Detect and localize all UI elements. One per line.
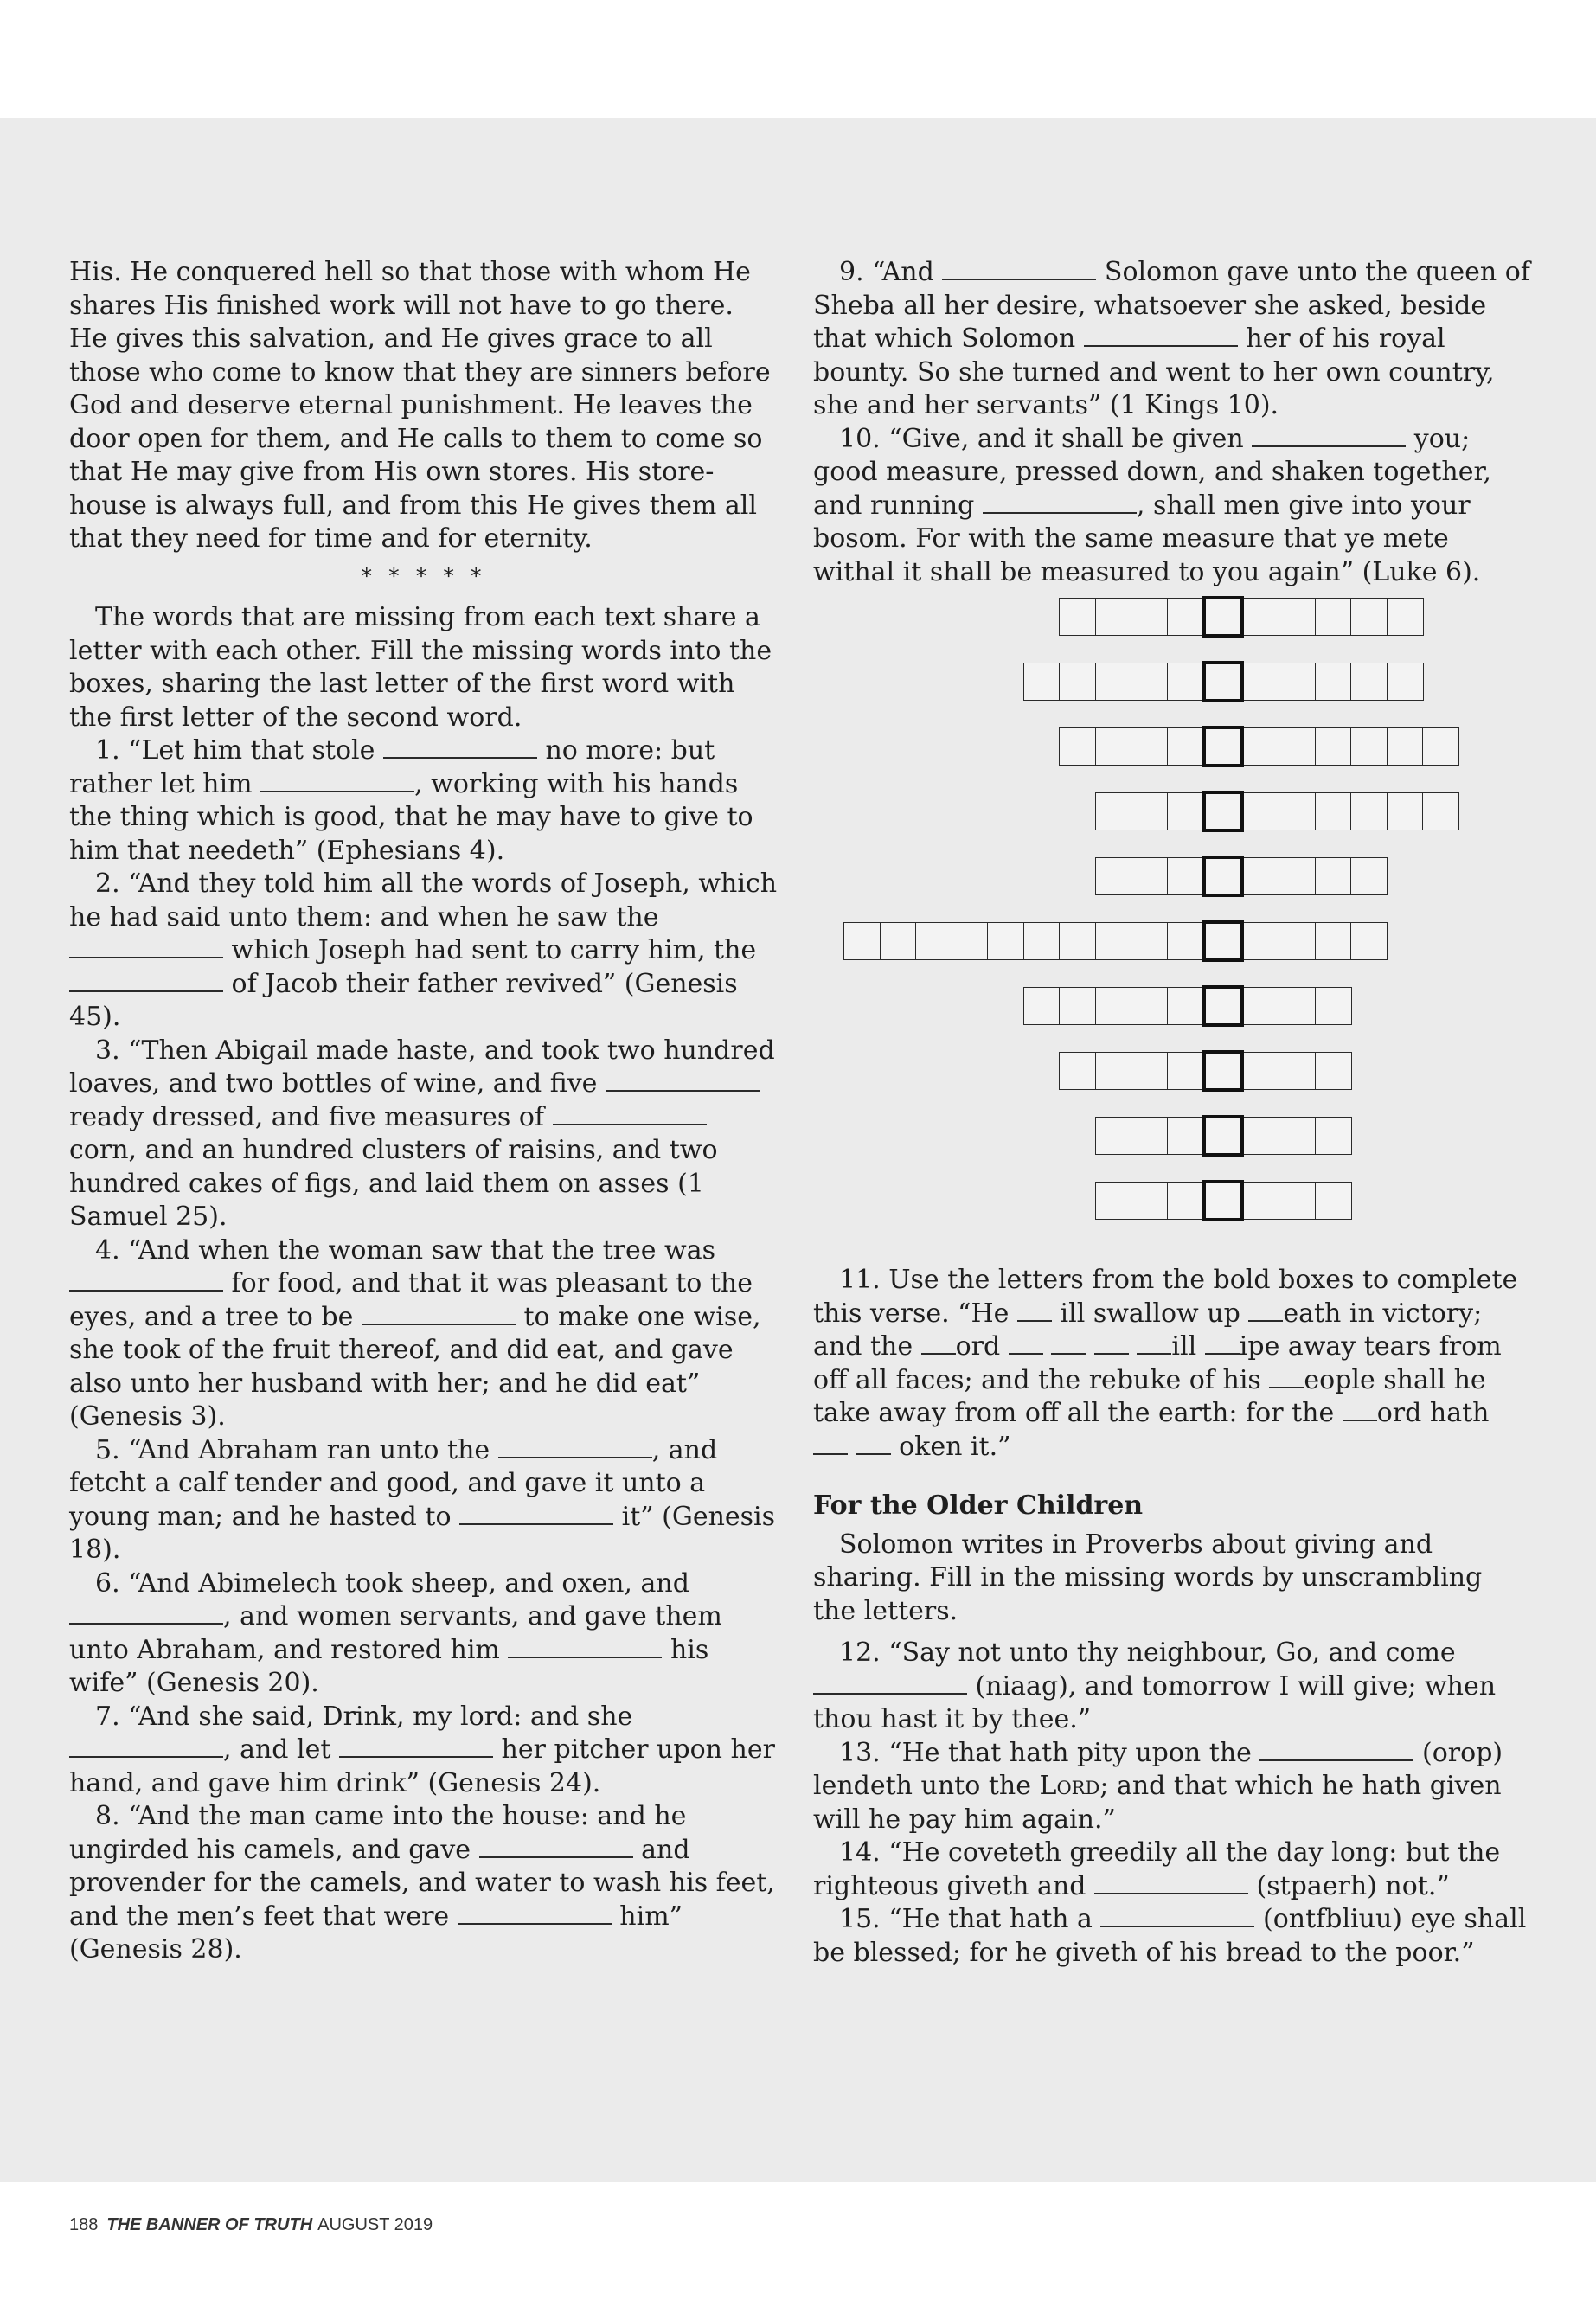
letter-box[interactable] xyxy=(1279,1052,1316,1090)
letter-box[interactable] xyxy=(1131,987,1168,1025)
letter-box[interactable] xyxy=(880,922,917,960)
letter-box[interactable] xyxy=(1279,663,1316,701)
answer-blank[interactable] xyxy=(1252,425,1406,447)
letter-box[interactable] xyxy=(1095,922,1132,960)
answer-blank[interactable] xyxy=(479,1836,633,1858)
letter-box[interactable] xyxy=(1131,598,1168,636)
letter-blank[interactable] xyxy=(1343,1399,1377,1421)
letter-blank[interactable] xyxy=(1017,1299,1052,1322)
answer-blank[interactable] xyxy=(1084,324,1238,347)
answer-blank[interactable] xyxy=(69,1735,223,1758)
puzzle-row xyxy=(1095,1182,1351,1221)
answer-blank[interactable] xyxy=(606,1069,760,1092)
letter-box[interactable] xyxy=(1243,1117,1280,1155)
letter-box[interactable] xyxy=(1422,727,1459,766)
letter-box[interactable] xyxy=(1131,857,1168,895)
intro-paragraph: His. He conquered hell so that those with whom He shares His finished work will not have to go there. He gives this salvation, and He gives grace to all those who come to know that they are sinners before God and deserve eternal punishment. He leaves the door open for them, and He calls to them to come so that He may give from His own stores. His store-house is always full, and from this He gives them all that they need for time and for eternity. xyxy=(69,257,771,554)
instructions: The words that are missing from each text share a letter with each other. Fill the missing words into the boxes, sharing the last letter of the first word with the first letter of the second word. xyxy=(69,602,772,733)
question-4: 4. “And when the woman saw that the tree was for food, and that it was pleasant to the eyes, and a tree to be to make one wise, she took of the fruit thereof, and did eat, and gave also unto her husband with her; and he did eat” (Genesis 3). xyxy=(69,1234,761,1432)
answer-blank[interactable] xyxy=(458,1902,612,1925)
section-divider: * * * * * xyxy=(361,563,487,588)
letter-box[interactable] xyxy=(1167,987,1204,1025)
bold-letter-box[interactable] xyxy=(1202,726,1244,767)
answer-blank[interactable] xyxy=(942,258,1096,280)
letter-box[interactable] xyxy=(1350,663,1388,701)
letter-box[interactable] xyxy=(1059,598,1096,636)
letter-box[interactable] xyxy=(1095,1117,1132,1155)
letter-blank[interactable] xyxy=(1269,1366,1304,1388)
answer-blank[interactable] xyxy=(813,1672,967,1695)
question-13: 13. “He that hath pity upon the (orop) lendeth unto the Lord; and that which he hath given will he pay him again.” xyxy=(813,1737,1503,1835)
letter-blank[interactable] xyxy=(856,1433,891,1455)
magazine-page xyxy=(0,118,1596,2234)
letter-box[interactable] xyxy=(1279,1182,1316,1220)
letter-box[interactable] xyxy=(1243,922,1280,960)
letter-box[interactable] xyxy=(1387,792,1424,830)
letter-box[interactable] xyxy=(1131,1117,1168,1155)
page-number: 188 xyxy=(69,2215,99,2234)
letter-box[interactable] xyxy=(1422,792,1459,830)
letter-box[interactable] xyxy=(1023,922,1061,960)
puzzle-row xyxy=(1059,598,1422,638)
letter-box[interactable] xyxy=(1131,1052,1168,1090)
older-intro: Solomon writes in Proverbs about giving and sharing. Fill in the missing words by unscrambling the letters. xyxy=(813,1529,1483,1626)
puzzle-row xyxy=(1023,663,1423,702)
letter-box[interactable] xyxy=(1059,922,1096,960)
letter-box[interactable] xyxy=(1243,1052,1280,1090)
word-chain-puzzle-grid xyxy=(813,598,1531,1264)
letter-box[interactable] xyxy=(1167,1182,1204,1220)
letter-box[interactable] xyxy=(1279,598,1316,636)
letter-box[interactable] xyxy=(1167,922,1204,960)
answer-blank[interactable] xyxy=(508,1636,662,1658)
letter-box[interactable] xyxy=(1279,922,1316,960)
question-7: 7. “And she said, Drink, my lord: and she , and let her pitcher upon her hand, and gave him drink” (Genesis 24). xyxy=(69,1701,775,1798)
letter-box[interactable] xyxy=(1315,857,1352,895)
answer-blank[interactable] xyxy=(339,1735,493,1758)
question-8: 8. “And the man came into the house: and he ungirded his camels, and gave and provender for the camels, and water to wash his feet, and the men’s feet that were him” (Genesis 28). xyxy=(69,1801,775,1965)
letter-box[interactable] xyxy=(1167,1117,1204,1155)
letter-box[interactable] xyxy=(1059,987,1096,1025)
letter-box[interactable] xyxy=(1167,857,1204,895)
bold-letter-box[interactable] xyxy=(1202,1050,1244,1092)
letter-box[interactable] xyxy=(1023,987,1061,1025)
issue-date: AUGUST 2019 xyxy=(317,2215,433,2234)
puzzle-row xyxy=(1095,857,1387,897)
answer-blank[interactable] xyxy=(362,1303,516,1325)
question-15: 15. “He that hath a (ontfbliuu) eye shall be blessed; for he giveth of his bread to the poor.” xyxy=(813,1904,1527,1968)
bold-letter-box[interactable] xyxy=(1202,920,1244,962)
letter-box[interactable] xyxy=(1059,727,1096,766)
letter-box[interactable] xyxy=(1095,598,1132,636)
letter-box[interactable] xyxy=(1279,1117,1316,1155)
bold-letter-box[interactable] xyxy=(1202,1180,1244,1221)
letter-blank[interactable] xyxy=(1137,1332,1171,1355)
letter-box[interactable] xyxy=(1350,857,1388,895)
letter-box[interactable] xyxy=(1387,663,1424,701)
letter-box[interactable] xyxy=(1243,1182,1280,1220)
answer-blank[interactable] xyxy=(260,770,414,792)
letter-blank[interactable] xyxy=(921,1332,956,1355)
letter-box[interactable] xyxy=(1131,1182,1168,1220)
letter-box[interactable] xyxy=(1243,598,1280,636)
page-footer xyxy=(69,2215,433,2235)
question-5: 5. “And Abraham ran unto the , and fetcht a calf tender and good, and gave it unto a young man; and he hasted to it” (Genesis 18). xyxy=(69,1434,776,1565)
letter-box[interactable] xyxy=(1315,922,1352,960)
question-3: 3. “Then Abigail made haste, and took two hundred loaves, and two bottles of wine, and five ready dressed, and five measures of corn, and an hundred clusters of raisins, and two hundred cakes of figs, and laid them on asses (1 Samuel 25). xyxy=(69,1035,775,1232)
letter-box[interactable] xyxy=(1350,598,1388,636)
letter-box[interactable] xyxy=(1167,792,1204,830)
letter-box[interactable] xyxy=(1095,857,1132,895)
letter-box[interactable] xyxy=(1350,792,1388,830)
puzzle-row xyxy=(1023,987,1351,1027)
letter-box[interactable] xyxy=(1059,663,1096,701)
letter-box[interactable] xyxy=(1243,987,1280,1025)
answer-blank[interactable] xyxy=(1259,1739,1413,1761)
letter-box[interactable] xyxy=(1167,663,1204,701)
letter-box[interactable] xyxy=(1023,663,1061,701)
letter-box[interactable] xyxy=(1095,987,1132,1025)
magazine-title: THE BANNER OF TRUTH xyxy=(106,2215,313,2234)
letter-box[interactable] xyxy=(1095,792,1132,830)
bold-letter-box[interactable] xyxy=(1202,596,1244,638)
letter-box[interactable] xyxy=(1315,663,1352,701)
letter-box[interactable] xyxy=(1131,663,1168,701)
letter-blank[interactable] xyxy=(1205,1332,1240,1355)
letter-box[interactable] xyxy=(1243,792,1280,830)
letter-box[interactable] xyxy=(1095,663,1132,701)
letter-box[interactable] xyxy=(1279,857,1316,895)
puzzle-row xyxy=(1059,1052,1350,1092)
question-1: 1. “Let him that stole no more: but rather let him , working with his hands the thing which is good, that he may have to give to him that needeth” (Ephesians 4). xyxy=(69,735,753,866)
answer-blank[interactable] xyxy=(1094,1872,1248,1894)
letter-blank[interactable] xyxy=(1051,1332,1086,1355)
letter-box[interactable] xyxy=(1095,1182,1132,1220)
left-column xyxy=(69,256,779,1967)
letter-box[interactable] xyxy=(1279,727,1316,766)
bold-letter-box[interactable] xyxy=(1202,661,1244,702)
letter-box[interactable] xyxy=(843,922,881,960)
letter-blank[interactable] xyxy=(1009,1332,1043,1355)
letter-box[interactable] xyxy=(1167,727,1204,766)
letter-box[interactable] xyxy=(1350,922,1388,960)
right-column xyxy=(813,256,1531,1970)
letter-box[interactable] xyxy=(1315,1052,1352,1090)
letter-box[interactable] xyxy=(1167,598,1204,636)
letter-box[interactable] xyxy=(1095,1052,1132,1090)
puzzle-row xyxy=(843,922,1387,962)
letter-box[interactable] xyxy=(1243,727,1280,766)
letter-box[interactable] xyxy=(952,922,989,960)
answer-blank[interactable] xyxy=(383,736,537,759)
bold-letter-box[interactable] xyxy=(1202,856,1244,897)
letter-box[interactable] xyxy=(1315,1117,1352,1155)
letter-box[interactable] xyxy=(1279,792,1316,830)
letter-box[interactable] xyxy=(915,922,952,960)
answer-blank[interactable] xyxy=(1100,1905,1254,1927)
bold-letter-box[interactable] xyxy=(1202,1115,1244,1157)
letter-box[interactable] xyxy=(1315,598,1352,636)
letter-box[interactable] xyxy=(1243,857,1280,895)
letter-box[interactable] xyxy=(1131,922,1168,960)
letter-box[interactable] xyxy=(1315,987,1352,1025)
question-14: 14. “He coveteth greedily all the day long: but the righteous giveth and (stpaerh) not.” xyxy=(813,1837,1501,1901)
letter-box[interactable] xyxy=(1059,1052,1096,1090)
letter-box[interactable] xyxy=(1387,598,1424,636)
letter-blank[interactable] xyxy=(1094,1332,1129,1355)
question-10: 10. “Give, and it shall be given you; good measure, pressed down, and shaken together, and running , shall men give into your bosom. For with the same measure that ye mete withal it shall be measured to you again” (Luke 6). xyxy=(813,423,1492,587)
answer-blank[interactable] xyxy=(498,1436,652,1458)
answer-blank[interactable] xyxy=(553,1103,707,1125)
letter-box[interactable] xyxy=(1315,1182,1352,1220)
letter-box[interactable] xyxy=(1131,727,1168,766)
letter-blank[interactable] xyxy=(813,1433,848,1455)
answer-blank[interactable] xyxy=(459,1503,613,1525)
section-heading: For the Older Children xyxy=(813,1490,1144,1521)
letter-box[interactable] xyxy=(1279,987,1316,1025)
letter-box[interactable] xyxy=(1315,792,1352,830)
question-2: 2. “And they told him all the words of Joseph, which he had said unto them: and when he saw the which Joseph had sent to carry him, the of Jacob their father revived” (Genesis 45). xyxy=(69,868,778,1032)
puzzle-row xyxy=(1059,727,1458,767)
letter-box[interactable] xyxy=(1167,1052,1204,1090)
question-11: 11. Use the letters from the bold boxes to complete this verse. “He ill swallow up eath in victory; and the ord ill ipe away tears from off all faces; and the rebuke of his eople shall he take away from off all the earth: for the ord hath oken it.” xyxy=(813,1265,1518,1462)
answer-blank[interactable] xyxy=(983,491,1137,514)
letter-box[interactable] xyxy=(1095,727,1132,766)
answer-blank[interactable] xyxy=(69,1269,223,1292)
letter-box[interactable] xyxy=(1350,727,1388,766)
letter-box[interactable] xyxy=(987,922,1024,960)
answer-blank[interactable] xyxy=(69,970,223,992)
question-12: 12. “Say not unto thy neighbour, Go, and come (niaag), and tomorrow I will give; when thou hast it by thee.” xyxy=(813,1638,1497,1734)
answer-blank[interactable] xyxy=(69,1602,223,1625)
question-6: 6. “And Abimelech took sheep, and oxen, and , and women servants, and gave them unto Abraham, and restored him his wife” (Genesis 20). xyxy=(69,1567,722,1698)
bold-letter-box[interactable] xyxy=(1202,985,1244,1027)
puzzle-row xyxy=(1095,1117,1351,1157)
letter-box[interactable] xyxy=(1387,727,1424,766)
letter-box[interactable] xyxy=(1315,727,1352,766)
question-9: 9. “And Solomon gave unto the queen of Sheba all her desire, whatsoever she asked, beside that which Solomon her of his royal bounty. So she turned and went to her own country, she and her servants” (1 Kings 10). xyxy=(813,257,1530,420)
bold-letter-box[interactable] xyxy=(1202,791,1244,832)
answer-blank[interactable] xyxy=(69,936,223,958)
letter-box[interactable] xyxy=(1131,792,1168,830)
puzzle-row xyxy=(1095,792,1458,832)
letter-box[interactable] xyxy=(1243,663,1280,701)
letter-blank[interactable] xyxy=(1248,1299,1283,1322)
